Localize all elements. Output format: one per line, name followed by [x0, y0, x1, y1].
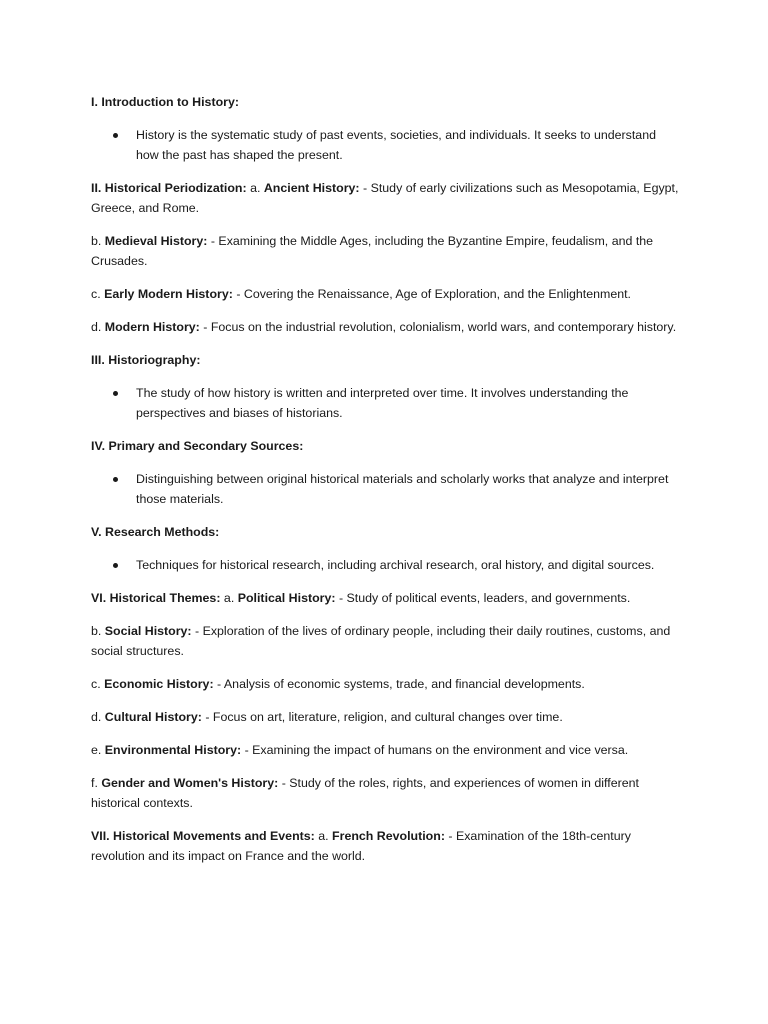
bullet-icon — [113, 391, 118, 396]
section-heading-intro: I. Introduction to History: — [91, 95, 239, 109]
document-body — [91, 92, 681, 879]
section-heading-sources: IV. Primary and Secondary Sources: — [91, 439, 304, 453]
section-heading-historiography: III. Historiography: — [91, 353, 201, 367]
movements-item-french-revolution: VII. Historical Movements and Events: a. French Revolution: - Examination of the 18th-century revolution and its impact on France and the world. — [91, 829, 631, 863]
periodization-item-modern: d. Modern History: - Focus on the industrial revolution, colonialism, world wars, and contemporary history. — [91, 320, 677, 334]
bullet-icon — [113, 477, 118, 482]
themes-item-economic: c. Economic History: - Analysis of economic systems, trade, and financial developments. — [91, 677, 585, 691]
bullet-item-intro: History is the systematic study of past events, societies, and individuals. It seeks to understand how the past has shaped the present. — [91, 125, 681, 165]
bullet-icon — [113, 133, 118, 138]
periodization-item-ancient: II. Historical Periodization: a. Ancient History: - Study of early civilizations such as Mesopotamia, Egypt, Greece, and Rome. — [91, 181, 679, 215]
periodization-item-early-modern: c. Early Modern History: - Covering the Renaissance, Age of Exploration, and the Enlightenment. — [91, 287, 631, 301]
bullet-icon — [113, 563, 118, 568]
periodization-item-medieval: b. Medieval History: - Examining the Middle Ages, including the Byzantine Empire, feudalism, and the Crusades. — [91, 234, 654, 268]
themes-item-gender: f. Gender and Women's History: - Study of the roles, rights, and experiences of women in different historical contexts. — [91, 776, 639, 810]
themes-item-political: VI. Historical Themes: a. Political History: - Study of political events, leaders, and governments. — [91, 591, 631, 605]
bullet-item-methods: Techniques for historical research, including archival research, oral history, and digital sources. — [91, 555, 681, 575]
themes-item-social: b. Social History: - Exploration of the lives of ordinary people, including their daily routines, customs, and social structures. — [91, 624, 671, 658]
bullet-item-sources: Distinguishing between original historical materials and scholarly works that analyze and interpret those materials. — [91, 469, 681, 509]
bullet-item-historiography: The study of how history is written and interpreted over time. It involves understanding the perspectives and biases of historians. — [91, 383, 681, 423]
section-heading-methods: V. Research Methods: — [91, 525, 220, 539]
themes-item-environmental: e. Environmental History: - Examining the impact of humans on the environment and vice versa. — [91, 743, 629, 757]
themes-item-cultural: d. Cultural History: - Focus on art, literature, religion, and cultural changes over time. — [91, 710, 563, 724]
